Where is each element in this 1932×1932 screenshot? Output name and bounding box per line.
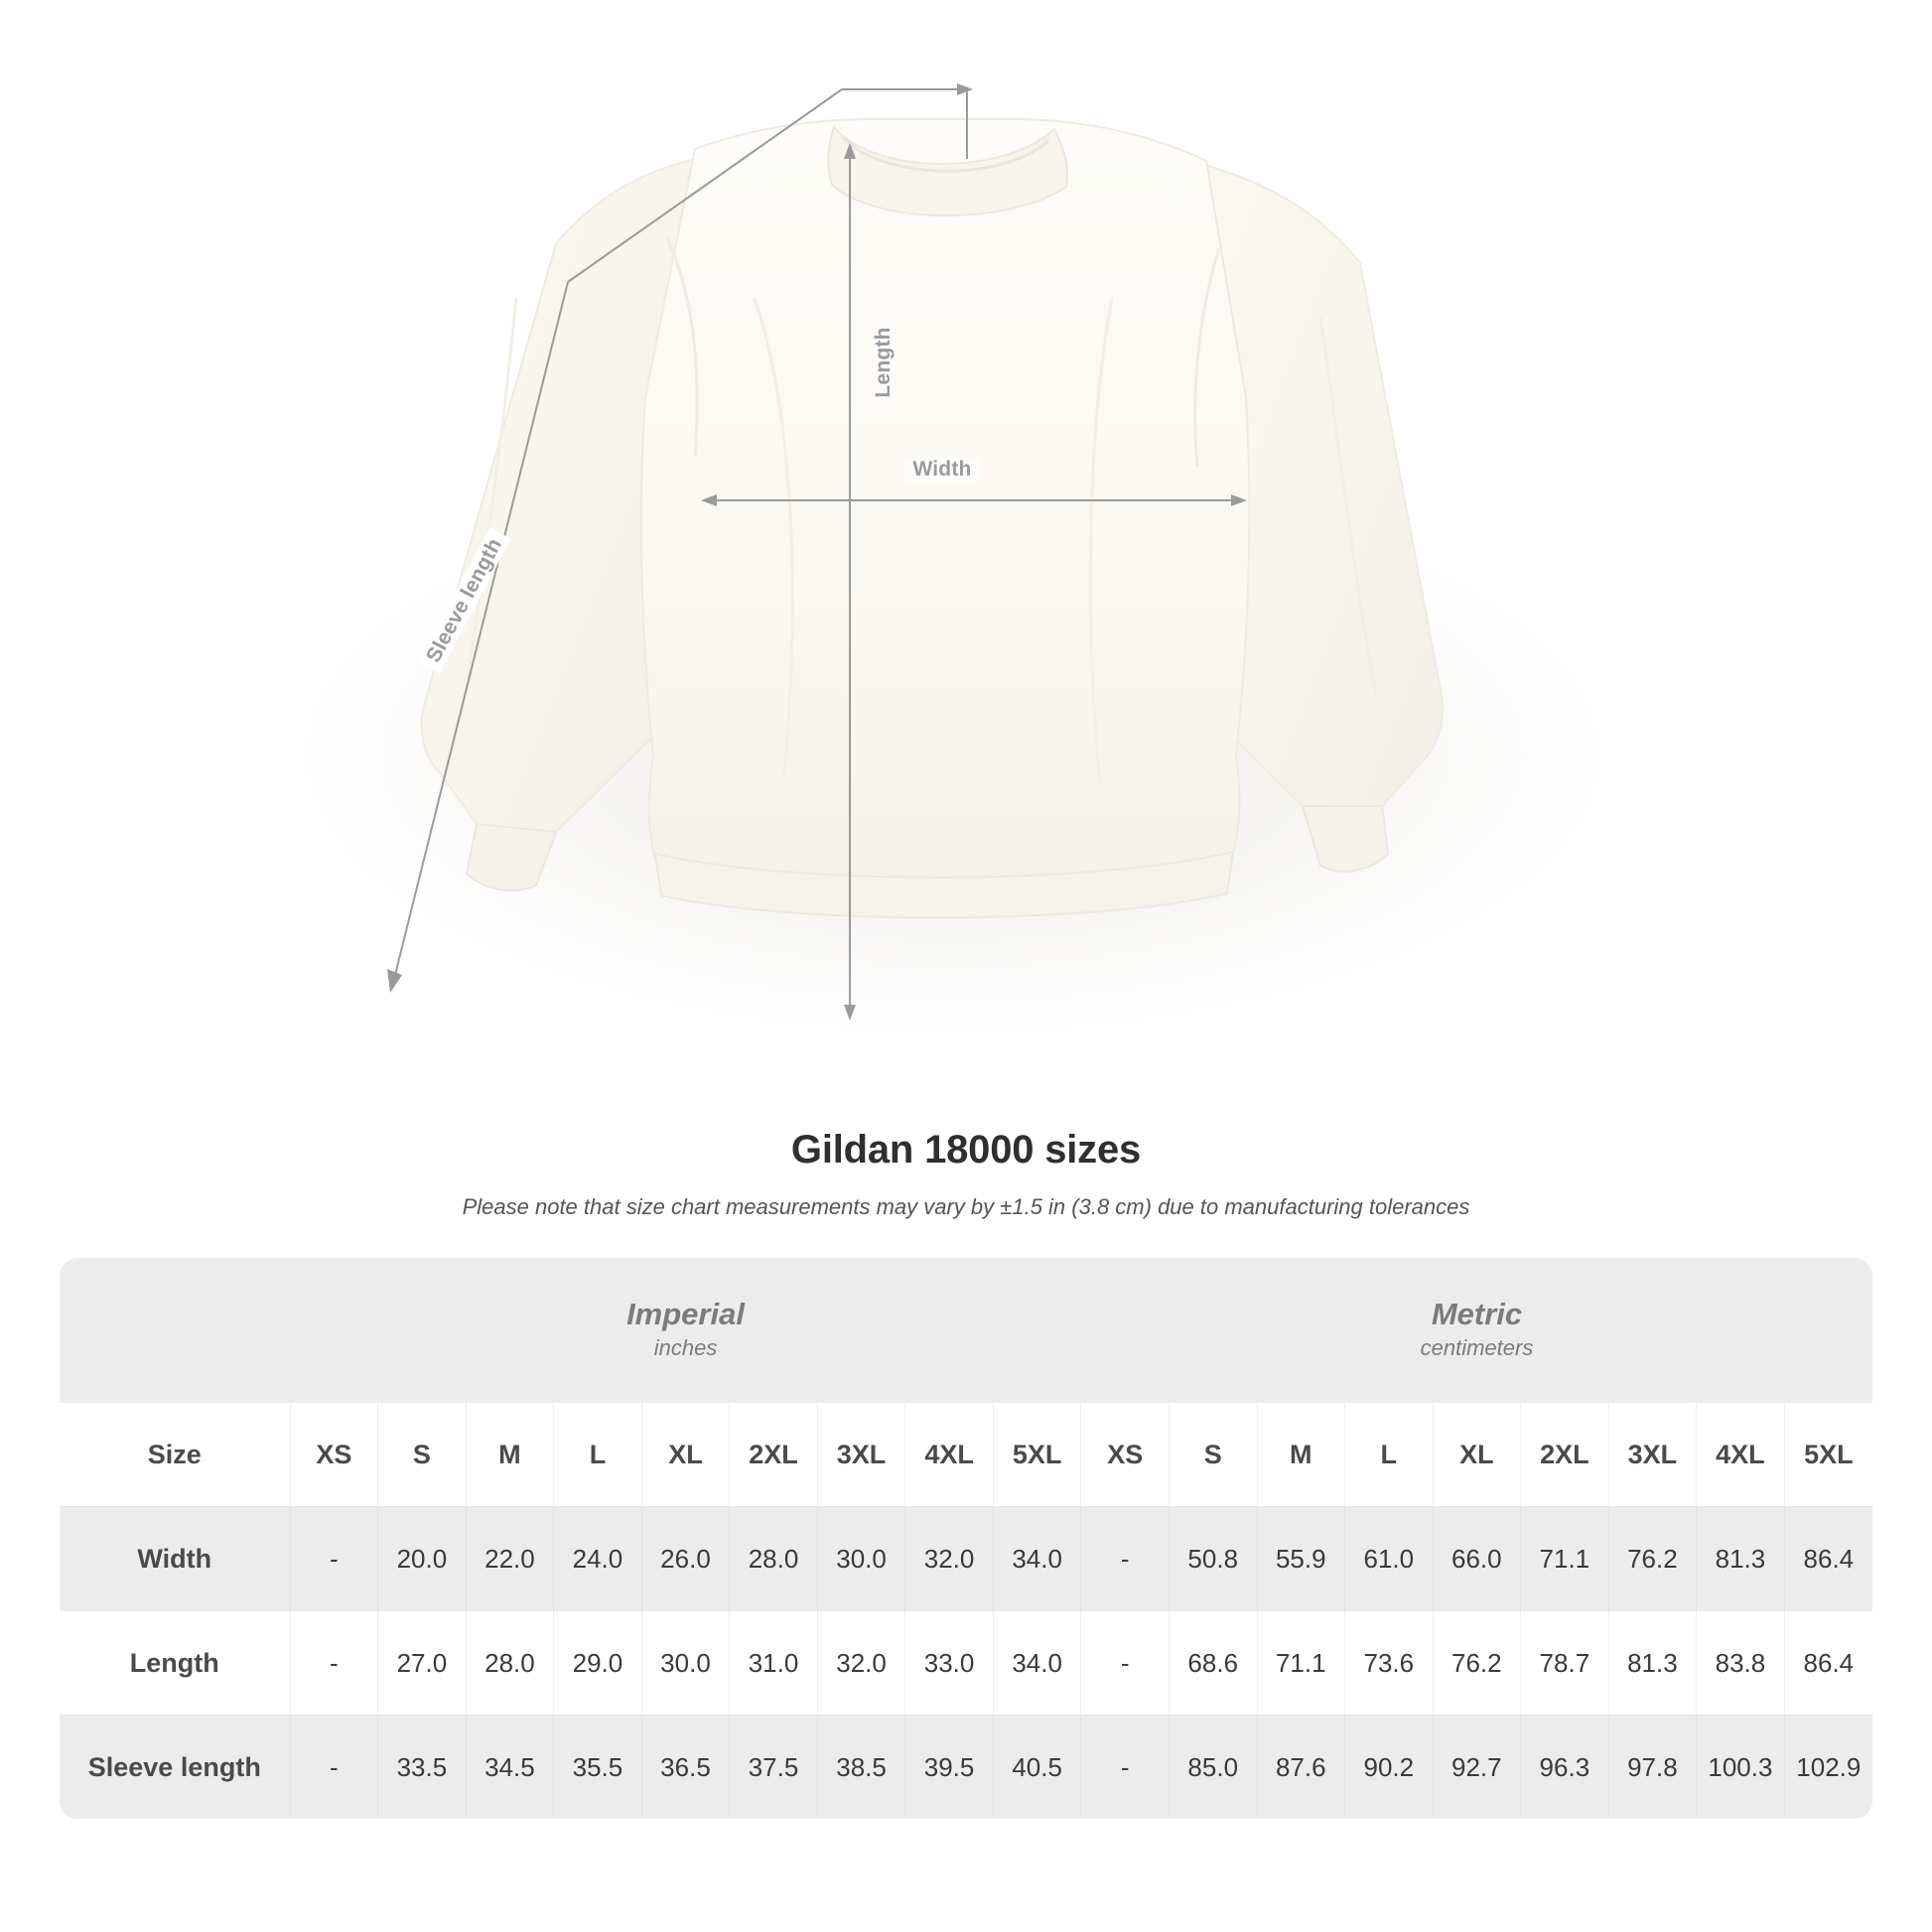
size-header-imperial-l: L bbox=[554, 1403, 642, 1507]
cell-width-imperial-xs: - bbox=[290, 1507, 378, 1611]
cell-sleeve-imperial-xs: - bbox=[290, 1716, 378, 1820]
cell-sleeve-imperial-4xl: 39.5 bbox=[905, 1716, 994, 1820]
unit-sub-imperial: inches bbox=[653, 1335, 718, 1361]
cell-length-imperial-l: 29.0 bbox=[554, 1611, 642, 1716]
table-row-length bbox=[60, 1611, 1872, 1716]
cell-width-imperial-5xl: 34.0 bbox=[993, 1507, 1081, 1611]
cell-sleeve-metric-xl: 92.7 bbox=[1433, 1716, 1521, 1820]
cell-width-metric-3xl: 76.2 bbox=[1608, 1507, 1697, 1611]
cell-length-imperial-5xl: 34.0 bbox=[993, 1611, 1081, 1716]
unit-header-imperial bbox=[290, 1258, 1081, 1403]
row-label-length: Length bbox=[60, 1611, 290, 1716]
size-header-metric-m: M bbox=[1257, 1403, 1345, 1507]
cell-width-imperial-l: 24.0 bbox=[554, 1507, 642, 1611]
size-header-imperial-s: S bbox=[378, 1403, 467, 1507]
cell-width-imperial-3xl: 30.0 bbox=[817, 1507, 905, 1611]
cell-width-metric-xl: 66.0 bbox=[1433, 1507, 1521, 1611]
size-table-wrapper bbox=[60, 1258, 1872, 1819]
row-label-sleeve-length: Sleeve length bbox=[60, 1716, 290, 1820]
cell-width-imperial-s: 20.0 bbox=[378, 1507, 467, 1611]
size-header-row bbox=[60, 1403, 1872, 1507]
cell-length-imperial-m: 28.0 bbox=[466, 1611, 554, 1716]
cell-sleeve-metric-xs: - bbox=[1081, 1716, 1170, 1820]
table-row-width bbox=[60, 1507, 1872, 1611]
size-header-metric-4xl: 4XL bbox=[1697, 1403, 1785, 1507]
size-header-imperial-3xl: 3XL bbox=[817, 1403, 905, 1507]
cell-width-metric-4xl: 81.3 bbox=[1697, 1507, 1785, 1611]
size-header-imperial-xs: XS bbox=[290, 1403, 378, 1507]
cell-sleeve-imperial-xl: 36.5 bbox=[641, 1716, 730, 1820]
cell-sleeve-imperial-l: 35.5 bbox=[554, 1716, 642, 1820]
cell-sleeve-imperial-s: 33.5 bbox=[378, 1716, 467, 1820]
cell-sleeve-metric-3xl: 97.8 bbox=[1608, 1716, 1697, 1820]
table-row-sleeve-length bbox=[60, 1716, 1872, 1820]
size-header-metric-s: S bbox=[1169, 1403, 1257, 1507]
cell-sleeve-imperial-3xl: 38.5 bbox=[817, 1716, 905, 1820]
size-header-label: Size bbox=[60, 1403, 290, 1507]
cell-sleeve-metric-s: 85.0 bbox=[1169, 1716, 1257, 1820]
cell-length-imperial-3xl: 32.0 bbox=[817, 1611, 905, 1716]
size-table bbox=[60, 1258, 1872, 1819]
cell-width-metric-m: 55.9 bbox=[1257, 1507, 1345, 1611]
cell-length-metric-5xl: 86.4 bbox=[1784, 1611, 1872, 1716]
cell-width-imperial-m: 22.0 bbox=[466, 1507, 554, 1611]
cell-width-imperial-4xl: 32.0 bbox=[905, 1507, 994, 1611]
unit-header-metric bbox=[1081, 1258, 1872, 1403]
cell-width-metric-l: 61.0 bbox=[1345, 1507, 1434, 1611]
cell-width-metric-xs: - bbox=[1081, 1507, 1170, 1611]
cell-length-metric-s: 68.6 bbox=[1169, 1611, 1257, 1716]
cell-length-imperial-s: 27.0 bbox=[378, 1611, 467, 1716]
width-dimension-label: Width bbox=[904, 458, 979, 482]
size-header-metric-3xl: 3XL bbox=[1608, 1403, 1697, 1507]
cell-length-metric-4xl: 83.8 bbox=[1697, 1611, 1785, 1716]
cell-sleeve-metric-2xl: 96.3 bbox=[1521, 1716, 1609, 1820]
cell-length-metric-xs: - bbox=[1081, 1611, 1170, 1716]
tolerance-note: Please note that size chart measurements may vary by ±1.5 in (3.8 cm) due to manufacturing tolerances bbox=[462, 1194, 1470, 1219]
cell-width-imperial-2xl: 28.0 bbox=[730, 1507, 818, 1611]
cell-sleeve-imperial-5xl: 40.5 bbox=[993, 1716, 1081, 1820]
cell-length-imperial-2xl: 31.0 bbox=[730, 1611, 818, 1716]
cell-sleeve-imperial-2xl: 37.5 bbox=[730, 1716, 818, 1820]
unit-sub-metric: centimeters bbox=[1420, 1335, 1534, 1361]
size-header-metric-l: L bbox=[1345, 1403, 1434, 1507]
title-block bbox=[0, 1128, 1932, 1220]
cell-length-metric-3xl: 81.3 bbox=[1608, 1611, 1697, 1716]
cell-width-imperial-xl: 26.0 bbox=[641, 1507, 730, 1611]
size-header-metric-xl: XL bbox=[1433, 1403, 1521, 1507]
cell-sleeve-metric-l: 90.2 bbox=[1345, 1716, 1434, 1820]
cell-length-metric-2xl: 78.7 bbox=[1521, 1611, 1609, 1716]
cell-length-imperial-xs: - bbox=[290, 1611, 378, 1716]
cell-width-metric-2xl: 71.1 bbox=[1521, 1507, 1609, 1611]
unit-header-spacer bbox=[60, 1258, 290, 1403]
page-title: Gildan 18000 sizes bbox=[790, 1128, 1142, 1172]
cell-width-metric-s: 50.8 bbox=[1169, 1507, 1257, 1611]
cell-length-imperial-xl: 30.0 bbox=[641, 1611, 730, 1716]
cell-sleeve-metric-4xl: 100.3 bbox=[1697, 1716, 1785, 1820]
size-header-imperial-4xl: 4XL bbox=[905, 1403, 994, 1507]
cell-sleeve-metric-5xl: 102.9 bbox=[1784, 1716, 1872, 1820]
unit-header-row bbox=[60, 1258, 1872, 1403]
size-header-imperial-m: M bbox=[466, 1403, 554, 1507]
row-label-width: Width bbox=[60, 1507, 290, 1611]
size-header-metric-2xl: 2XL bbox=[1521, 1403, 1609, 1507]
cell-sleeve-metric-m: 87.6 bbox=[1257, 1716, 1345, 1820]
unit-name-imperial: Imperial bbox=[626, 1296, 745, 1331]
unit-name-metric: Metric bbox=[1431, 1296, 1523, 1331]
cell-sleeve-imperial-m: 34.5 bbox=[466, 1716, 554, 1820]
size-header-imperial-2xl: 2XL bbox=[730, 1403, 818, 1507]
size-header-metric-5xl: 5XL bbox=[1784, 1403, 1872, 1507]
cell-length-metric-m: 71.1 bbox=[1257, 1611, 1345, 1716]
cell-length-imperial-4xl: 33.0 bbox=[905, 1611, 994, 1716]
size-header-metric-xs: XS bbox=[1081, 1403, 1170, 1507]
cell-length-metric-l: 73.6 bbox=[1345, 1611, 1434, 1716]
length-dimension-label: Length bbox=[872, 319, 896, 405]
size-header-imperial-5xl: 5XL bbox=[993, 1403, 1081, 1507]
size-header-imperial-xl: XL bbox=[641, 1403, 730, 1507]
cell-length-metric-xl: 76.2 bbox=[1433, 1611, 1521, 1716]
sleeve-length-dimension-label: Sleeve length bbox=[418, 527, 510, 673]
cell-width-metric-5xl: 86.4 bbox=[1784, 1507, 1872, 1611]
